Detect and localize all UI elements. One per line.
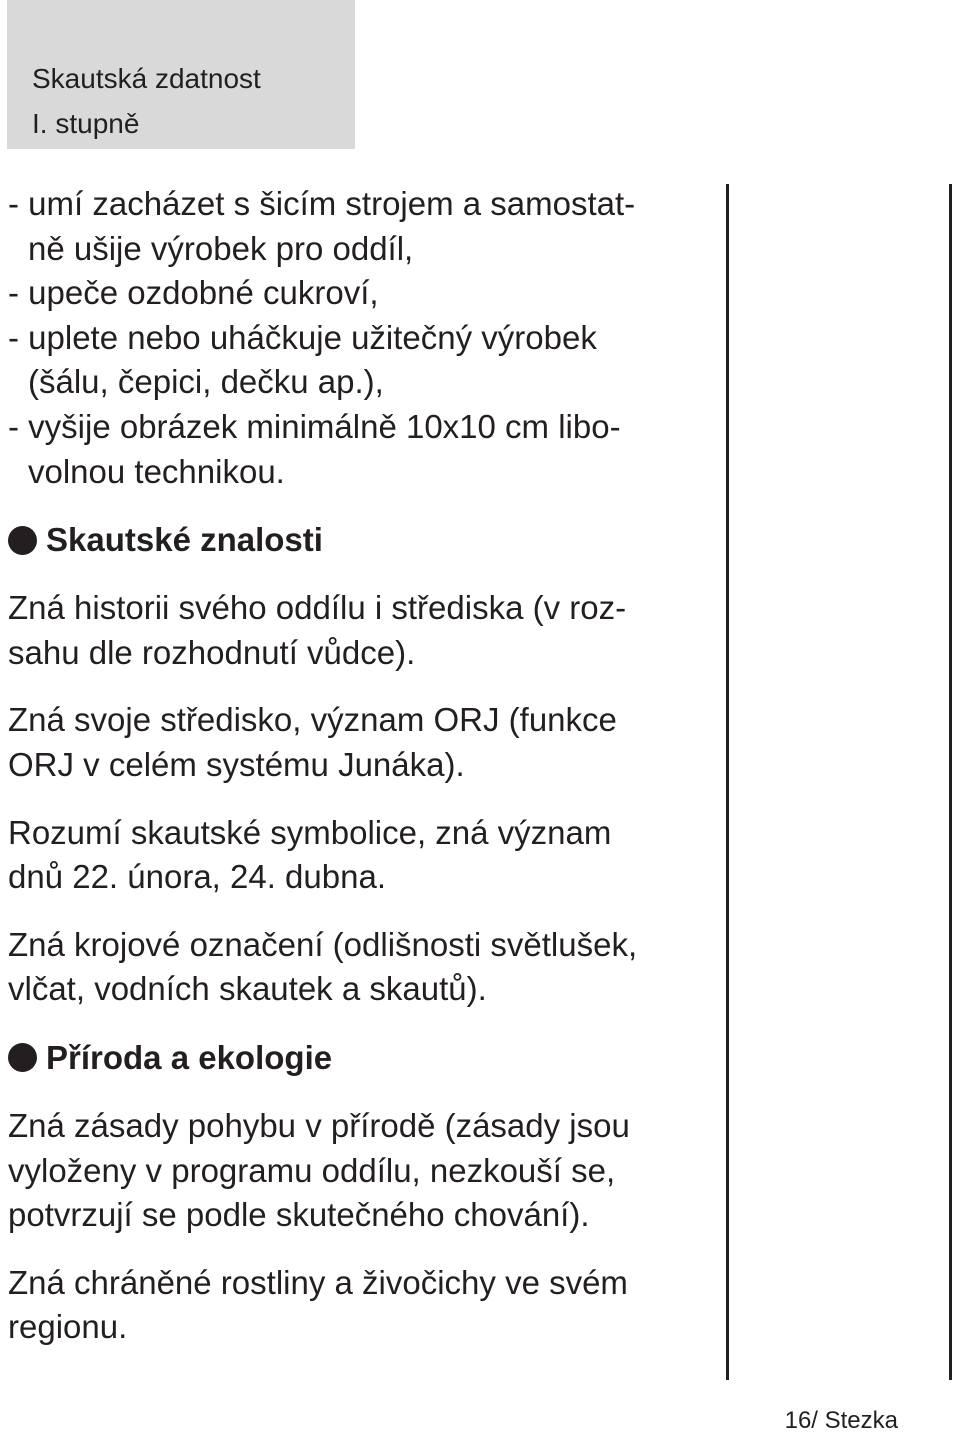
- paragraph: [8, 923, 708, 1012]
- list-item-line: - vyšije obrázek minimálně 10x10 cm libo-: [8, 407, 621, 445]
- list-item-line: - upeče ozdobné cukroví,: [8, 274, 379, 312]
- section-heading-priroda-a-ekologie: [8, 1036, 708, 1080]
- section-title: Skautské znalosti: [46, 521, 323, 559]
- paragraph: [8, 1104, 708, 1238]
- paragraph-line: Zná krojové označení (odlišnosti světlušek,: [8, 925, 638, 963]
- list-item-line: volnou technikou.: [28, 452, 285, 490]
- paragraph: [8, 811, 708, 900]
- bullet-dot-icon: [8, 526, 37, 555]
- bullet-dot-icon: [8, 1043, 37, 1072]
- list-item: [8, 316, 708, 405]
- paragraph-line: ORJ v celém systému Junáka).: [8, 745, 465, 783]
- page-number: 16/ Stezka: [784, 1407, 898, 1434]
- paragraph-line: Zná chráněné rostliny a živočichy ve svém: [8, 1263, 628, 1301]
- list-item-line: - umí zacházet s šicím strojem a samostat-: [8, 185, 636, 222]
- notes-column-right-rule: [949, 184, 952, 1380]
- notes-column-left-rule: [726, 184, 729, 1380]
- list-item: [8, 182, 708, 271]
- header-title: Skautská zdatnost: [32, 63, 261, 94]
- paragraph-line: Zná svoje středisko, význam ORJ (funkce: [8, 701, 617, 739]
- paragraph: [8, 586, 708, 675]
- paragraph-line: Rozumí skautské symbolice, zná význam: [8, 813, 612, 851]
- paragraph: [8, 1261, 708, 1350]
- paragraph-line: dnů 22. února, 24. dubna.: [8, 858, 386, 896]
- list-item-line: (šálu, čepici, dečku ap.),: [28, 363, 384, 401]
- paragraph-line: sahu dle rozhodnutí vůdce).: [8, 633, 416, 671]
- section-title: Příroda a ekologie: [46, 1038, 333, 1076]
- list-item-line: ně ušije výrobek pro oddíl,: [28, 229, 414, 267]
- paragraph: [8, 698, 708, 787]
- paragraph-line: Zná zásady pohybu v přírodě (zásady jsou: [8, 1106, 630, 1144]
- list-item-line: - uplete nebo uháčkuje užitečný výrobek: [8, 318, 597, 356]
- paragraph-line: Zná historii svého oddílu i střediska (v roz-: [8, 589, 627, 627]
- paragraph-line: potvrzují se podle skutečného chování).: [8, 1196, 590, 1234]
- header-subtitle: I. stupně: [32, 108, 140, 139]
- paragraph-line: vyloženy v programu oddílu, nezkouší se,: [8, 1151, 616, 1189]
- list-item: [8, 405, 708, 494]
- paragraph-line: regionu.: [8, 1308, 128, 1346]
- main-content: [8, 182, 708, 1350]
- skills-list: [8, 182, 708, 494]
- paragraph-line: vlčat, vodních skautek a skautů).: [8, 970, 487, 1008]
- list-item: [8, 271, 708, 316]
- section-heading-skautske-znalosti: [8, 518, 708, 562]
